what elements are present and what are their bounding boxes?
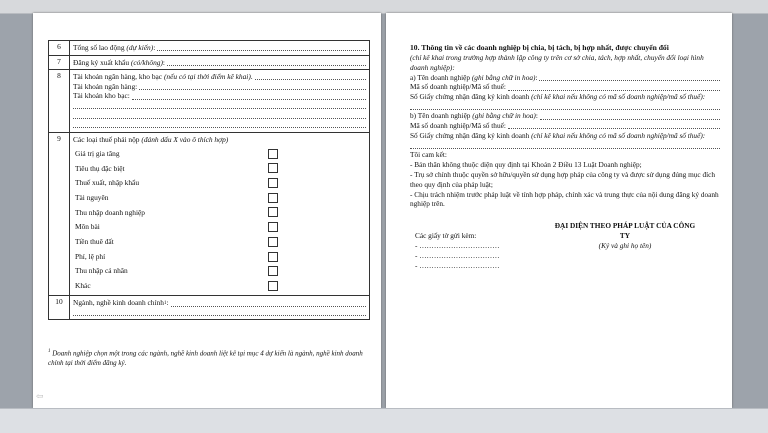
tax-label: Môn bài xyxy=(75,222,100,232)
page-corner-icon: ⇦ xyxy=(36,391,44,401)
tax-checkbox[interactable] xyxy=(268,207,278,217)
table-row xyxy=(49,296,370,320)
legal-representative-title: ĐẠI DIỆN THEO PHÁP LUẬT CỦA CÔNG TY xyxy=(554,221,696,241)
company-a-cert-label: Số Giấy chứng nhận đăng ký kinh doanh xyxy=(410,92,530,102)
tax-checkbox[interactable] xyxy=(268,163,278,173)
attachment-line[interactable]: - …………………………… xyxy=(415,241,500,251)
tax-label: Tiêu thụ đặc biệt xyxy=(75,163,125,173)
fill-line[interactable] xyxy=(255,73,366,80)
tax-checkbox[interactable] xyxy=(268,237,278,247)
tax-label: Giá trị gia tăng xyxy=(75,148,120,158)
tax-option xyxy=(73,249,366,264)
signature-block xyxy=(410,221,720,281)
attachment-line[interactable]: - …………………………… xyxy=(415,260,500,270)
tax-checkbox[interactable] xyxy=(268,266,278,276)
company-b-name-field[interactable] xyxy=(540,113,720,120)
registration-form-table xyxy=(48,40,370,320)
fill-line[interactable] xyxy=(73,120,366,130)
document-page-left xyxy=(33,13,381,408)
company-b-name-label: b) Tên doanh nghiệp xyxy=(410,111,471,121)
tax-option xyxy=(73,161,366,176)
commitment-item: - Trụ sở chính thuộc quyền sở hữu/quyền sử dụng hợp pháp của công ty và được sử dụng đúng mục đích theo quy định của pháp luật; xyxy=(410,169,716,189)
commitment-item: - Chịu trách nhiệm trước pháp luật về tính hợp pháp, chính xác và trung thực của nội dung đăng ký doanh nghiệp trên. xyxy=(410,189,719,209)
table-row xyxy=(49,132,370,295)
tax-checkbox[interactable] xyxy=(268,222,278,232)
row-number: 10 xyxy=(49,296,70,320)
company-a-taxcode-label: Mã số doanh nghiệp/Mã số thuế: xyxy=(410,82,506,92)
row-note: (có/không) xyxy=(130,57,163,67)
fill-line[interactable] xyxy=(171,300,367,307)
row-label: Tổng số lao động xyxy=(73,43,125,53)
fill-line[interactable] xyxy=(73,308,366,318)
tax-checkbox[interactable] xyxy=(268,149,278,159)
tax-checkbox[interactable] xyxy=(268,252,278,262)
commitment-title: Tôi cam kết: xyxy=(410,150,447,160)
fill-line[interactable] xyxy=(73,101,366,111)
right-page-content: 10. Thông tin về các doanh nghiệp bị chia, bị tách, bị hợp nhất, được chuyển đổi (chỉ kê khai trong trường hợp thành lập công ty trên cơ sở chia, tách, hợp nhất, chuyển đổi loại hình doanh nghiệp): a) Tên doanh nghiệp (ghi bằng chữ in hoa) : Mã số doanh nghiệp/Mã số thuế: Số Giấy chứng nhận đăng ký kinh doanh (chỉ kê khai nếu không có mã số doanh nghiệp/mã số thuế): b) Tên doanh nghiệp (ghi bằng chữ in hoa) : Mã số doanh nghiệp/Mã số thuế: Số Giấy chứng nhận đăng ký kinh doanh (chỉ kê khai nếu không có mã số doanh nghiệp/mã số thuế): Tôi cam kết: - Bản thân không thuộc diện quy định tại Khoản 2 Điều 13 Luật Doanh nghiệp; - Trụ sở chính thuộc quyền sở hữu/quyền sử dụng hợp pháp của công ty và được sử dụng đúng mục đích theo quy định của pháp luật; - Chịu trách nhiệm trước pháp luật về tính hợp pháp, chính xác và trung thực của nội dung đăng ký doanh nghiệp trên. Các giấy tờ gửi kèm: - …………………………… - …………………………… - …………………………… ĐẠI DIỆN THEO PHÁP LUẬT CỦA CÔNG TY (Ký và ghi họ tên) xyxy=(410,43,720,281)
table-row xyxy=(49,70,370,133)
row-note: (dự kiến) xyxy=(126,43,154,53)
tax-option xyxy=(73,264,366,279)
document-page-right xyxy=(386,13,732,408)
company-a-name-field[interactable] xyxy=(539,74,720,81)
company-a-taxcode-field[interactable] xyxy=(508,84,720,91)
commitment-item: - Bản thân không thuộc diện quy định tại Khoản 2 Điều 13 Luật Doanh nghiệp; xyxy=(410,160,642,170)
tax-option xyxy=(73,234,366,249)
footnote xyxy=(48,349,370,368)
tax-checkbox[interactable] xyxy=(268,178,278,188)
row-label: Tài khoản ngân hàng, kho bạc xyxy=(73,72,163,82)
row-number: 6 xyxy=(49,41,70,56)
row-suffix: : xyxy=(153,43,156,53)
treasury-account-field[interactable] xyxy=(132,93,366,100)
row-label: Đăng ký xuất khẩu xyxy=(73,57,130,67)
bank-account-label: Tài khoản ngân hàng: xyxy=(73,81,138,91)
company-b-taxcode-field[interactable] xyxy=(508,122,720,129)
window-top-bar xyxy=(0,0,768,14)
row-label: Ngành, nghề kinh doanh chính xyxy=(73,298,164,308)
tax-checkbox[interactable] xyxy=(268,193,278,203)
row-note: (nếu có tại thời điểm kê khai) xyxy=(163,72,251,82)
fill-line[interactable] xyxy=(73,111,366,121)
cert-note: (chỉ kê khai nếu không có mã số doanh nghiệp/mã số thuế): xyxy=(531,92,706,102)
tax-option xyxy=(73,146,366,161)
company-b-taxcode-label: Mã số doanh nghiệp/Mã số thuế: xyxy=(410,121,506,131)
company-b-cert-label: Số Giấy chứng nhận đăng ký kinh doanh xyxy=(410,130,530,140)
row-suffix: : xyxy=(166,298,169,308)
company-a-name-label: a) Tên doanh nghiệp xyxy=(410,72,471,82)
tax-label: Thu nhập cá nhân xyxy=(75,266,128,276)
treasury-account-label: Tài khoản kho bạc: xyxy=(73,91,130,101)
row-note: (đánh dấu X vào ô thích hợp) xyxy=(141,134,229,144)
tax-label: Phí, lệ phí xyxy=(75,251,106,261)
row-number: 8 xyxy=(49,70,70,133)
signature-note: (Ký và ghi họ tên) xyxy=(598,240,652,250)
row-number: 9 xyxy=(49,132,70,295)
tax-label: Thuế xuất, nhập khẩu xyxy=(75,178,140,188)
tax-label: Tiền thuê đất xyxy=(75,237,114,247)
tax-option xyxy=(73,176,366,191)
fill-line[interactable] xyxy=(157,44,366,51)
cert-note: (chỉ kê khai nếu không có mã số doanh nghiệp/mã số thuế): xyxy=(531,130,706,140)
attachment-line[interactable]: - …………………………… xyxy=(415,250,500,260)
tax-label: Thu nhập doanh nghiệp xyxy=(75,207,145,217)
section-heading: 10. Thông tin về các doanh nghiệp bị chia, bị tách, bị hợp nhất, được chuyển đổi xyxy=(410,43,669,52)
footnote-text: Doanh nghiệp chọn một trong các ngành, nghề kinh doanh liệt kê tại mục 4 dự kiến là ngành, nghề kinh doanh chính tại thời điểm đăng ký. xyxy=(48,349,363,367)
legal-representative xyxy=(550,221,700,251)
tax-option xyxy=(73,205,366,220)
name-note: (ghi bằng chữ in hoa) xyxy=(472,111,536,121)
attachments-label: Các giấy tờ gửi kèm: xyxy=(415,231,477,241)
fill-line[interactable] xyxy=(410,141,720,151)
table-row xyxy=(49,55,370,70)
table-row xyxy=(49,41,370,56)
window-bottom-bar xyxy=(0,408,768,433)
row-suffix: : xyxy=(162,57,165,67)
section-heading-note: (chỉ kê khai trong trường hợp thành lập công ty trên cơ sở chia, tách, hợp nhất, chuyển đổi loại hình doanh nghiệp): xyxy=(410,53,704,73)
tax-option xyxy=(73,279,366,294)
fill-line[interactable] xyxy=(410,102,720,112)
tax-option xyxy=(73,220,366,235)
footnote-mark: 1 xyxy=(48,349,51,354)
attachments xyxy=(415,231,535,270)
tax-checkbox[interactable] xyxy=(268,281,278,291)
tax-label: Tài nguyên xyxy=(75,193,109,203)
name-note: (ghi bằng chữ in hoa) xyxy=(471,72,536,82)
bank-account-field[interactable] xyxy=(139,83,366,90)
fill-line[interactable] xyxy=(167,59,366,66)
row-suffix: . xyxy=(250,72,253,82)
footnote-ref: 1 xyxy=(163,300,167,306)
tax-label: Khác xyxy=(75,281,91,291)
row-label: Các loại thuế phải nộp xyxy=(73,134,140,144)
tax-option xyxy=(73,190,366,205)
row-number: 7 xyxy=(49,55,70,70)
